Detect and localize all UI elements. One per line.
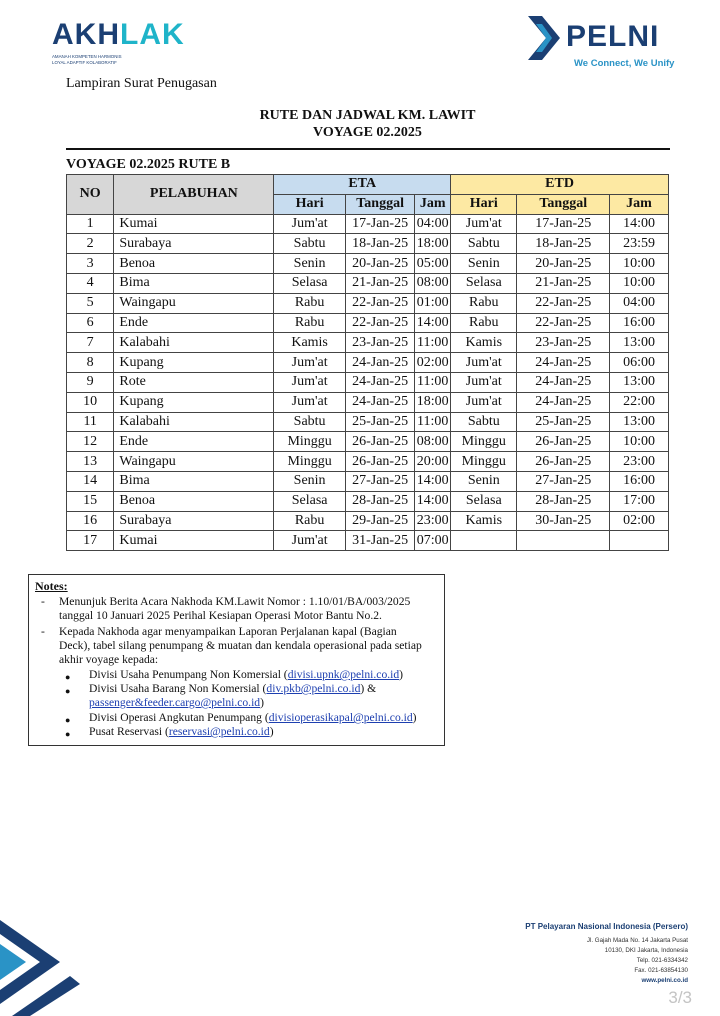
page-number: 3/3 [668,988,692,1007]
footer-wave-graphic [0,900,90,1016]
footer-company-name: PT Pelayaran Nasional Indonesia (Persero) [525,922,688,931]
row-number-cell: 15 [67,491,114,511]
header-no: NO [67,175,114,215]
footer-website[interactable]: www.pelni.co.id [641,977,688,984]
pelni-logo [526,16,686,72]
akhlak-logo [52,18,185,72]
etd-day-cell: Selasa [451,491,517,511]
port-name-cell: Surabaya [114,234,274,254]
document-title: RUTE DAN JADWAL KM. LAWIT [259,108,476,123]
header-eta: ETA [274,175,451,195]
etd-time-cell: 10:00 [610,432,669,452]
table-row [67,491,669,511]
eta-time-cell: 05:00 [415,254,451,274]
etd-time-cell: 17:00 [610,491,669,511]
header-etd-day: Hari [451,194,517,214]
footer-address-2: 10130, DKI Jakarta, Indonesia [604,947,688,954]
etd-date-cell: 27-Jan-25 [517,471,610,491]
eta-date-cell: 21-Jan-25 [345,273,414,293]
eta-date-cell: 18-Jan-25 [345,234,414,254]
port-name-cell: Bima [114,273,274,293]
header-etd-time: Jam [610,194,669,214]
eta-day-cell: Minggu [274,432,346,452]
voyage-route-heading: VOYAGE 02.2025 RUTE B [66,157,231,172]
port-name-cell: Rote [114,372,274,392]
etd-day-cell: Sabtu [451,412,517,432]
eta-time-cell: 01:00 [415,293,451,313]
akhlak-tagline-2: LOYAL ADAPTIF KOLABORATIF [52,59,117,65]
etd-day-cell: Senin [451,471,517,491]
recipient-3: Divisi Operasi Angkutan Penumpang (divisioperasikapal@pelni.co.id) [89,711,417,724]
bullet-icon: ● [65,686,71,696]
table-row [67,511,669,531]
eta-day-cell: Senin [274,471,346,491]
eta-time-cell: 11:00 [415,333,451,353]
table-row [67,293,669,313]
etd-day-cell: Sabtu [451,234,517,254]
eta-time-cell: 07:00 [415,531,451,551]
pelni-wordmark: PELNI [566,20,660,53]
akhlak-logo-wordmark: AKHLAK [52,18,185,51]
bullet-icon: ● [65,672,71,682]
eta-day-cell: Senin [274,254,346,274]
etd-time-cell: 13:00 [610,372,669,392]
pelni-chevron-icon [528,16,562,60]
recipient-1: Divisi Usaha Penumpang Non Komersial (divisi.upnk@pelni.co.id) [89,668,404,681]
eta-time-cell: 23:00 [415,511,451,531]
dash-marker: - [41,625,45,638]
etd-date-cell: 25-Jan-25 [517,412,610,432]
email-link-feeder-cargo[interactable]: passenger&feeder.cargo@pelni.co.id [89,696,261,709]
etd-time-cell: 16:00 [610,471,669,491]
etd-time-cell: 13:00 [610,333,669,353]
port-name-cell: Waingapu [114,293,274,313]
eta-date-cell: 22-Jan-25 [345,293,414,313]
table-row [67,471,669,491]
title-divider [66,148,670,150]
etd-day-cell: Senin [451,254,517,274]
etd-day-cell [451,531,517,551]
recipient-4: Pusat Reservasi (reservasi@pelni.co.id) [89,725,274,738]
eta-date-cell: 28-Jan-25 [345,491,414,511]
etd-time-cell: 04:00 [610,293,669,313]
etd-date-cell: 21-Jan-25 [517,273,610,293]
etd-date-cell: 22-Jan-25 [517,293,610,313]
eta-date-cell: 17-Jan-25 [345,214,414,234]
row-number-cell: 3 [67,254,114,274]
eta-day-cell: Jum'at [274,392,346,412]
note-2-line-1: Kepada Nakhoda agar menyampaikan Laporan Perjalanan kapal (Bagian [59,625,397,638]
footer-fax: Fax. 021-63854130 [634,967,688,974]
eta-day-cell: Jum'at [274,353,346,373]
footer-phone: Telp. 021-6334342 [636,957,688,964]
eta-date-cell: 22-Jan-25 [345,313,414,333]
table-row [67,392,669,412]
row-number-cell: 11 [67,412,114,432]
footer-address-1: Jl. Gajah Mada No. 14 Jakarta Pusat [586,937,688,944]
etd-date-cell: 26-Jan-25 [517,452,610,472]
header-port: PELABUHAN [114,175,274,215]
eta-time-cell: 11:00 [415,372,451,392]
eta-date-cell: 20-Jan-25 [345,254,414,274]
table-row [67,333,669,353]
etd-date-cell: 24-Jan-25 [517,392,610,412]
table-row [67,353,669,373]
etd-day-cell: Jum'at [451,353,517,373]
etd-time-cell: 16:00 [610,313,669,333]
table-row [67,452,669,472]
row-number-cell: 16 [67,511,114,531]
recipient-2-line-2: passenger&feeder.cargo@pelni.co.id) [89,696,264,709]
eta-date-cell: 26-Jan-25 [345,452,414,472]
etd-date-cell: 17-Jan-25 [517,214,610,234]
eta-day-cell: Rabu [274,293,346,313]
port-name-cell: Kumai [114,531,274,551]
eta-day-cell: Minggu [274,452,346,472]
eta-date-cell: 23-Jan-25 [345,333,414,353]
eta-time-cell: 14:00 [415,491,451,511]
etd-time-cell: 22:00 [610,392,669,412]
etd-day-cell: Rabu [451,293,517,313]
notes-box [28,574,445,746]
table-row [67,234,669,254]
dash-marker: - [41,595,45,608]
port-name-cell: Kalabahi [114,412,274,432]
etd-day-cell: Kamis [451,511,517,531]
eta-time-cell: 14:00 [415,313,451,333]
header-eta-date: Tanggal [345,194,414,214]
table-row [67,254,669,274]
eta-date-cell: 29-Jan-25 [345,511,414,531]
port-name-cell: Ende [114,313,274,333]
row-number-cell: 2 [67,234,114,254]
port-name-cell: Ende [114,432,274,452]
eta-time-cell: 11:00 [415,412,451,432]
etd-time-cell: 13:00 [610,412,669,432]
etd-time-cell: 14:00 [610,214,669,234]
etd-time-cell: 06:00 [610,353,669,373]
schedule-rows [67,214,669,551]
port-name-cell: Kalabahi [114,333,274,353]
bullet-icon: ● [65,715,71,725]
etd-time-cell: 23:00 [610,452,669,472]
etd-date-cell: 24-Jan-25 [517,372,610,392]
etd-day-cell: Jum'at [451,372,517,392]
eta-day-cell: Rabu [274,511,346,531]
table-row [67,313,669,333]
port-name-cell: Kupang [114,353,274,373]
etd-time-cell: 10:00 [610,254,669,274]
etd-time-cell: 23:59 [610,234,669,254]
etd-date-cell: 18-Jan-25 [517,234,610,254]
table-row [67,531,669,551]
eta-day-cell: Jum'at [274,372,346,392]
eta-time-cell: 02:00 [415,353,451,373]
etd-day-cell: Jum'at [451,214,517,234]
eta-date-cell: 26-Jan-25 [345,432,414,452]
note-1-line-2: tanggal 10 Januari 2025 Perihal Kesiapan Operasi Motor Bantu No.2. [59,609,382,622]
eta-date-cell: 27-Jan-25 [345,471,414,491]
document-subtitle: VOYAGE 02.2025 [313,125,422,140]
etd-date-cell: 22-Jan-25 [517,313,610,333]
eta-time-cell: 08:00 [415,273,451,293]
row-number-cell: 14 [67,471,114,491]
etd-day-cell: Minggu [451,432,517,452]
row-number-cell: 8 [67,353,114,373]
row-number-cell: 10 [67,392,114,412]
port-name-cell: Kupang [114,392,274,412]
table-row [67,214,669,234]
eta-time-cell: 18:00 [415,234,451,254]
header-etd-date: Tanggal [517,194,610,214]
bullet-icon: ● [65,729,71,739]
row-number-cell: 13 [67,452,114,472]
akhlak-tagline-1: AMANAH KOMPETEN HARMONIS [52,54,122,59]
eta-day-cell: Sabtu [274,412,346,432]
email-link-upnk[interactable]: divisi.upnk@pelni.co.id [287,668,400,681]
recipient-2: Divisi Usaha Barang Non Komersial (div.pkb@pelni.co.id) & [89,682,377,695]
eta-time-cell: 08:00 [415,432,451,452]
eta-date-cell: 24-Jan-25 [345,392,414,412]
eta-date-cell: 25-Jan-25 [345,412,414,432]
etd-day-cell: Rabu [451,313,517,333]
table-row [67,412,669,432]
etd-date-cell: 28-Jan-25 [517,491,610,511]
row-number-cell: 5 [67,293,114,313]
header-eta-time: Jam [415,194,451,214]
etd-date-cell: 20-Jan-25 [517,254,610,274]
notes-title: Notes: [35,579,68,593]
etd-date-cell: 23-Jan-25 [517,333,610,353]
etd-day-cell: Minggu [451,452,517,472]
eta-day-cell: Jum'at [274,531,346,551]
eta-day-cell: Selasa [274,273,346,293]
port-name-cell: Waingapu [114,452,274,472]
port-name-cell: Surabaya [114,511,274,531]
email-link-operasi[interactable]: divisioperasikapal@pelni.co.id [268,711,413,724]
eta-day-cell: Jum'at [274,214,346,234]
eta-day-cell: Kamis [274,333,346,353]
etd-date-cell: 30-Jan-25 [517,511,610,531]
schedule-table [66,174,669,551]
table-row [67,372,669,392]
row-number-cell: 6 [67,313,114,333]
email-link-pkb[interactable]: div.pkb@pelni.co.id [266,682,361,695]
pelni-tagline: We Connect, We Unify [574,58,675,69]
eta-time-cell: 18:00 [415,392,451,412]
etd-time-cell [610,531,669,551]
etd-day-cell: Jum'at [451,392,517,412]
eta-time-cell: 04:00 [415,214,451,234]
port-name-cell: Bima [114,471,274,491]
etd-date-cell: 26-Jan-25 [517,432,610,452]
etd-date-cell: 24-Jan-25 [517,353,610,373]
eta-day-cell: Rabu [274,313,346,333]
row-number-cell: 12 [67,432,114,452]
row-number-cell: 7 [67,333,114,353]
row-number-cell: 9 [67,372,114,392]
eta-time-cell: 14:00 [415,471,451,491]
eta-date-cell: 24-Jan-25 [345,372,414,392]
note-2-line-2: Deck), tabel silang penumpang & muatan dan kendala operasional pada setiap [59,639,422,652]
note-1-line-1: Menunjuk Berita Acara Nakhoda KM.Lawit Nomor : 1.10/01/BA/003/2025 [59,595,411,608]
eta-day-cell: Sabtu [274,234,346,254]
port-name-cell: Benoa [114,254,274,274]
port-name-cell: Benoa [114,491,274,511]
etd-time-cell: 10:00 [610,273,669,293]
eta-date-cell: 31-Jan-25 [345,531,414,551]
attachment-label: Lampiran Surat Penugasan [66,76,217,91]
header-eta-day: Hari [274,194,346,214]
row-number-cell: 4 [67,273,114,293]
header-etd: ETD [451,175,669,195]
etd-day-cell: Selasa [451,273,517,293]
eta-time-cell: 20:00 [415,452,451,472]
etd-date-cell [517,531,610,551]
etd-time-cell: 02:00 [610,511,669,531]
email-link-reservasi[interactable]: reservasi@pelni.co.id [168,725,270,738]
table-row [67,273,669,293]
eta-day-cell: Selasa [274,491,346,511]
etd-day-cell: Kamis [451,333,517,353]
eta-date-cell: 24-Jan-25 [345,353,414,373]
table-row [67,432,669,452]
row-number-cell: 17 [67,531,114,551]
port-name-cell: Kumai [114,214,274,234]
row-number-cell: 1 [67,214,114,234]
note-2-line-3: akhir voyage kepada: [59,653,159,666]
